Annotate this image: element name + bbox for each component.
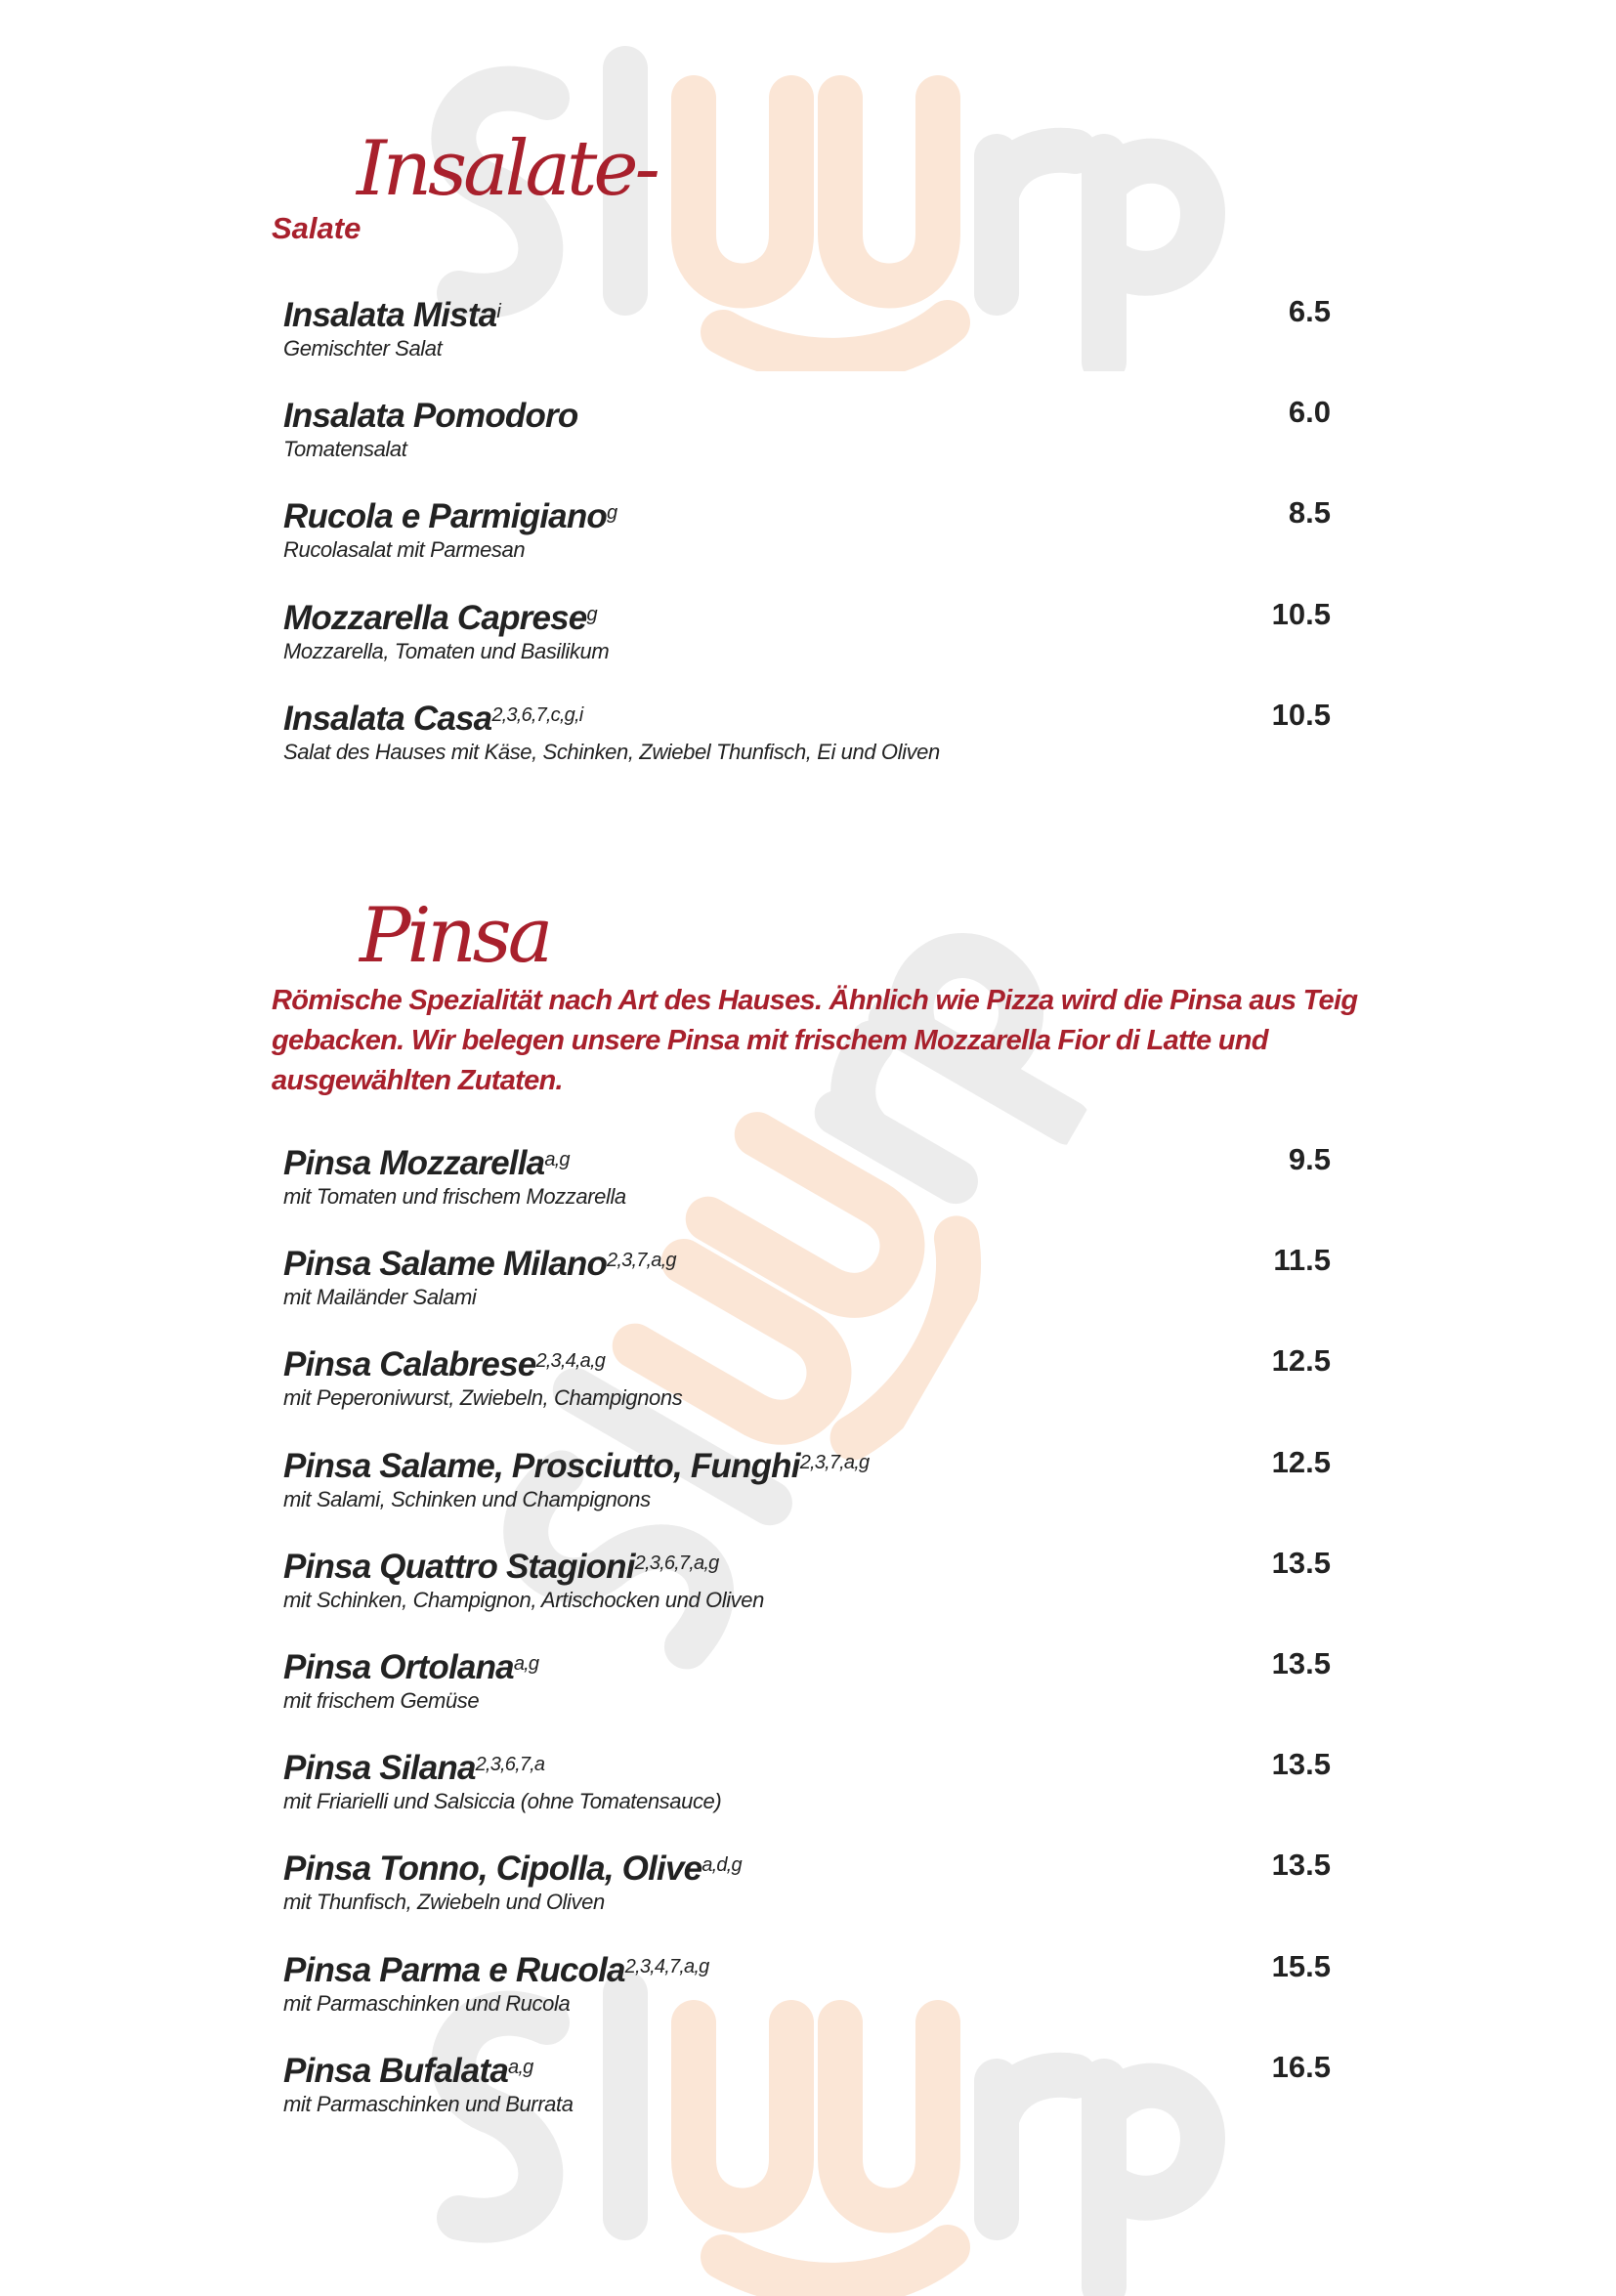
item-name-text: Mozzarella Caprese bbox=[283, 598, 587, 637]
item-description: Gemischter Salat bbox=[283, 336, 443, 361]
pinsa-intro: Römische Spezialität nach Art des Hauses. Ähnlich wie Pizza wird die Pinsa aus Teig gebacken. Wir belegen unsere Pinsa mit frischem Mozzarella Fior di Latte und ausgewählten Zutaten. bbox=[272, 985, 1358, 1096]
menu-item bbox=[283, 1648, 1331, 1715]
menu-item bbox=[283, 1948, 1331, 2018]
item-price: 16.5 bbox=[1271, 2049, 1331, 2084]
item-name bbox=[283, 1850, 1331, 1889]
menu-item bbox=[283, 1444, 1331, 1513]
item-name-text: Pinsa Calabrese bbox=[283, 1345, 536, 1384]
item-name-text: Pinsa Tonno, Cipolla, Olive bbox=[283, 1850, 702, 1889]
item-description: Salat des Hauses mit Käse, Schinken, Zwiebel Thunfisch, Ei und Oliven bbox=[283, 739, 940, 764]
pinsa-title: Pinsa bbox=[360, 892, 550, 980]
item-name-text: Pinsa Salame, Prosciutto, Funghi bbox=[283, 1446, 800, 1485]
watermark-stroke bbox=[840, 98, 938, 286]
allergen-codes: 2,3,6,7,c,g,i bbox=[491, 703, 583, 726]
item-name bbox=[283, 296, 1331, 335]
menu-item bbox=[283, 2049, 1331, 2118]
item-name bbox=[283, 2052, 1331, 2091]
item-description: mit Schinken, Champignon, Artischocken und Oliven bbox=[283, 1587, 764, 1612]
item-description: Mozzarella, Tomaten und Basilikum bbox=[283, 638, 610, 663]
item-price: 8.5 bbox=[1288, 495, 1331, 531]
menu-item bbox=[283, 1749, 1331, 1815]
allergen-codes: 2,3,7,a,g bbox=[607, 1250, 676, 1272]
item-price: 12.5 bbox=[1271, 1444, 1331, 1479]
watermark-stroke bbox=[694, 98, 791, 286]
item-name bbox=[283, 397, 1331, 436]
item-price: 13.5 bbox=[1271, 1747, 1331, 1782]
item-name bbox=[283, 1345, 1331, 1384]
item-description: mit Parmaschinken und Burrata bbox=[283, 2091, 574, 2116]
menu-item bbox=[283, 697, 1331, 766]
item-description: mit Thunfisch, Zwiebeln und Oliven bbox=[283, 1890, 605, 1915]
item-price: 11.5 bbox=[1273, 1243, 1331, 1278]
item-name-text: Pinsa Bufalata bbox=[283, 2051, 508, 2090]
menu-item bbox=[283, 1245, 1331, 1311]
menu-item bbox=[283, 296, 1331, 362]
salads-title: Insalate- bbox=[357, 125, 657, 213]
allergen-codes: a,g bbox=[508, 2056, 533, 2078]
item-name bbox=[283, 700, 1331, 739]
item-name bbox=[283, 1548, 1331, 1587]
item-price: 12.5 bbox=[1271, 1343, 1331, 1379]
menu-item bbox=[283, 596, 1331, 665]
item-price: 13.5 bbox=[1271, 1848, 1331, 1883]
allergen-codes: a,g bbox=[513, 1653, 539, 1675]
watermark-stroke bbox=[723, 2247, 948, 2285]
item-name-text: Pinsa Mozzarella bbox=[283, 1144, 545, 1182]
allergen-codes: i bbox=[496, 301, 500, 322]
item-name bbox=[283, 1648, 1331, 1687]
item-description: Rucolasalat mit Parmesan bbox=[283, 537, 526, 563]
item-description: mit Parmaschinken und Rucola bbox=[283, 1990, 571, 2016]
allergen-codes: 2,3,7,a,g bbox=[799, 1451, 870, 1473]
item-price: 6.0 bbox=[1288, 395, 1331, 430]
item-description: mit frischem Gemüse bbox=[283, 1688, 480, 1713]
menu-item bbox=[283, 397, 1331, 463]
allergen-codes: 2,3,6,7,a bbox=[475, 1754, 545, 1776]
item-name-text: Pinsa Parma e Rucola bbox=[283, 1950, 625, 1989]
item-name bbox=[283, 599, 1331, 638]
item-price: 10.5 bbox=[1271, 596, 1331, 631]
allergen-codes: g bbox=[607, 502, 617, 525]
watermark-logo-shapes bbox=[453, 1993, 1203, 2286]
item-price: 9.5 bbox=[1288, 1142, 1331, 1176]
item-name bbox=[283, 497, 1331, 536]
allergen-codes: g bbox=[586, 603, 597, 625]
item-name-text: Pinsa Ortolana bbox=[283, 1648, 514, 1686]
salads-subtitle: Salate bbox=[272, 211, 361, 245]
allergen-codes: 2,3,6,7,a,g bbox=[634, 1552, 719, 1574]
item-description: mit Mailänder Salami bbox=[283, 1285, 477, 1310]
item-description: mit Peperoniwurst, Zwiebeln, Champignons bbox=[283, 1385, 683, 1411]
item-name-text: Insalata Casa bbox=[283, 699, 492, 738]
menu-item bbox=[283, 497, 1331, 564]
item-name bbox=[283, 1447, 1331, 1486]
item-description: mit Friarielli und Salsiccia (ohne Tomatensauce) bbox=[283, 1789, 722, 1814]
item-name bbox=[283, 1951, 1331, 1990]
allergen-codes: a,g bbox=[544, 1149, 570, 1170]
item-description: mit Salami, Schinken und Champignons bbox=[283, 1486, 651, 1511]
item-price: 10.5 bbox=[1271, 697, 1331, 732]
item-description: Tomatensalat bbox=[283, 437, 407, 462]
item-name-text: Insalata Pomodoro bbox=[283, 397, 578, 436]
menu-item bbox=[283, 1545, 1331, 1614]
item-name bbox=[283, 1245, 1331, 1284]
menu-item bbox=[283, 1345, 1331, 1412]
allergen-codes: 2,3,4,a,g bbox=[535, 1350, 606, 1373]
item-price: 13.5 bbox=[1271, 1646, 1331, 1680]
menu-item bbox=[283, 1144, 1331, 1211]
item-description: mit Tomaten und frischem Mozzarella bbox=[283, 1184, 626, 1209]
item-price: 13.5 bbox=[1271, 1545, 1331, 1580]
menu-item bbox=[283, 1850, 1331, 1916]
item-name-text: Pinsa Salame Milano bbox=[283, 1245, 608, 1284]
watermark-stroke bbox=[997, 150, 1075, 293]
item-name bbox=[283, 1144, 1331, 1183]
item-name-text: Pinsa Silana bbox=[283, 1749, 476, 1788]
item-price: 15.5 bbox=[1271, 1948, 1331, 1983]
item-name bbox=[283, 1749, 1331, 1788]
item-name-text: Pinsa Quattro Stagioni bbox=[283, 1547, 635, 1586]
item-name-text: Insalata Mista bbox=[283, 296, 497, 334]
item-name-text: Rucola e Parmigiano bbox=[283, 497, 608, 536]
item-price: 6.5 bbox=[1288, 294, 1331, 328]
allergen-codes: 2,3,4,7,a,g bbox=[624, 1955, 709, 1977]
allergen-codes: a,d,g bbox=[702, 1854, 742, 1877]
